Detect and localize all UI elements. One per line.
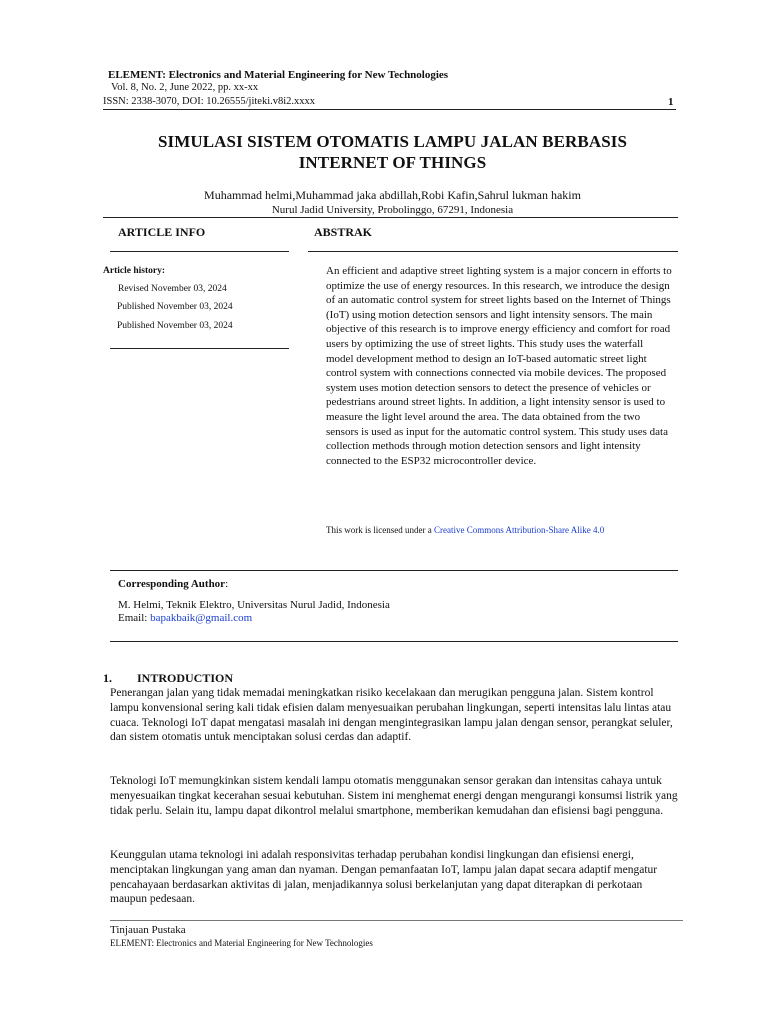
- footer-section: Tinjauan Pustaka: [110, 924, 186, 936]
- license-link[interactable]: Creative Commons Attribution-Share Alike 4.0: [433, 525, 605, 535]
- section-number: 1.: [103, 671, 112, 685]
- section-title: INTRODUCTION: [137, 671, 234, 685]
- intro-paragraph-3: Keunggulan utama teknologi ini adalah responsivitas terhadap perubahan kondisi lingkungan dan efisiensi energi, menciptakan lingkungan yang aman dan nyaman. Dengan pemanfaatan IoT, lampu jalan dapat secara adaptif mengatur pencahayaan berdasarkan aktivitas di jalan, menjadikannya solusi berkelanjutan yang dapat diterapkan di perkotaan maupun pedesaan.: [110, 849, 658, 906]
- email-link[interactable]: bapakbaik@gmail.com: [150, 612, 253, 624]
- page-number: 1: [668, 96, 674, 108]
- intro-paragraph-2: Teknologi IoT memungkinkan sistem kendali lampu otomatis menggunakan sensor gerakan dan intensitas cahaya untuk menyesuaikan tingkat kecerahan sesuai kebutuhan. Sistem ini menghemat energi dengan mengurangi konsumsi listrik yang tidak perlu. Selain itu, lampu dapat dikontrol melalui smartphone, memberikan kemudahan dan efisiensi bagi pengguna.: [110, 775, 678, 817]
- footer-journal: ELEMENT: Electronics and Material Engineering for New Technologies: [110, 938, 373, 948]
- history-published-1: Published November 03, 2024: [117, 302, 233, 312]
- corresponding-email-row: [118, 612, 252, 624]
- footer-rule: [110, 920, 683, 921]
- abstract-heading: ABSTRAK: [314, 225, 373, 239]
- article-info-heading: ARTICLE INFO: [118, 225, 206, 239]
- corresponding-author-label: [118, 578, 228, 590]
- introduction-heading: [103, 671, 233, 686]
- intro-paragraph-1: Penerangan jalan yang tidak memadai meningkatkan risiko kecelakaan dan merugikan pengguna jalan. Sistem kontrol lampu konvensional sering kali tidak efisien dalam menyesuaikan perubahan lingkungan, seperti intensitas lalu lintas atau cuaca. Teknologi IoT dapat mengatasi masalah ini dengan mengintegrasikan lampu jalan dengan sensor, perangkat seluler, dan sistem otomatis untuk menciptakan solusi cerdas dan adaptif.: [110, 687, 673, 744]
- license-prefix: This work is licensed under a: [326, 525, 434, 535]
- paper-title-line-1: SIMULASI SISTEM OTOMATIS LAMPU JALAN BERBASIS: [157, 132, 628, 151]
- journal-name: ELEMENT: Electronics and Material Engineering for New Technologies: [108, 69, 449, 81]
- corresponding-colon: :: [225, 578, 229, 590]
- history-revised: Revised November 03, 2024: [118, 284, 227, 294]
- journal-volume: Vol. 8, No. 2, June 2022, pp. xx-xx: [111, 82, 259, 93]
- article-history-label: Article history:: [103, 266, 165, 276]
- paper-title: [100, 131, 685, 173]
- affiliation: Nurul Jadid University, Probolinggo, 67291, Indonesia: [271, 204, 514, 216]
- authors: Muhammad helmi,Muhammad jaka abdillah,Robi Kafin,Sahrul lukman hakim: [204, 188, 581, 202]
- title-bottom-rule: [103, 217, 678, 218]
- corresponding-bottom-rule: [110, 641, 678, 642]
- header-rule: [103, 109, 676, 110]
- abstract-text: An efficient and adaptive street lighting system is a major concern in efforts to optimize the use of energy resources. In this research, we introduce the design of an automatic control system for street lights based on the Internet of Things (IoT) using motion detection sensors and light intensity sensors. The main objective of this research is to improve energy efficiency and comfort for road users by optimizing the use of street lights. This study uses the waterfall model development method to design an IoT-based automatic street light control system with connections connected via mobile devices. The proposed system uses motion detection sensors to detect the presence of vehicles or pedestrians around street lights. In addition, a light intensity sensor is used to measure the light level around the area. The data obtained from the two sensors is used as input for the automatic control system. This study uses data collection methods through motion detection sensors and light intensity connected to the ESP32 microcontroller device.: [326, 265, 672, 467]
- license-note: [326, 525, 604, 535]
- email-label: Email:: [118, 612, 151, 624]
- abstract-rule: [308, 251, 678, 252]
- corresponding-label-text: Corresponding Author: [118, 578, 226, 590]
- paper-title-line-2: INTERNET OF THINGS: [298, 153, 487, 172]
- corresponding-top-rule: [110, 570, 678, 571]
- article-info-rule: [110, 251, 289, 252]
- history-published-2: Published November 03, 2024: [117, 321, 233, 331]
- journal-issn-doi: ISSN: 2338-3070, DOI: 10.26555/jiteki.v8i2.xxxx: [103, 96, 316, 107]
- article-info-bottom-rule: [110, 348, 289, 349]
- corresponding-name-affil: M. Helmi, Teknik Elektro, Universitas Nurul Jadid, Indonesia: [118, 599, 390, 611]
